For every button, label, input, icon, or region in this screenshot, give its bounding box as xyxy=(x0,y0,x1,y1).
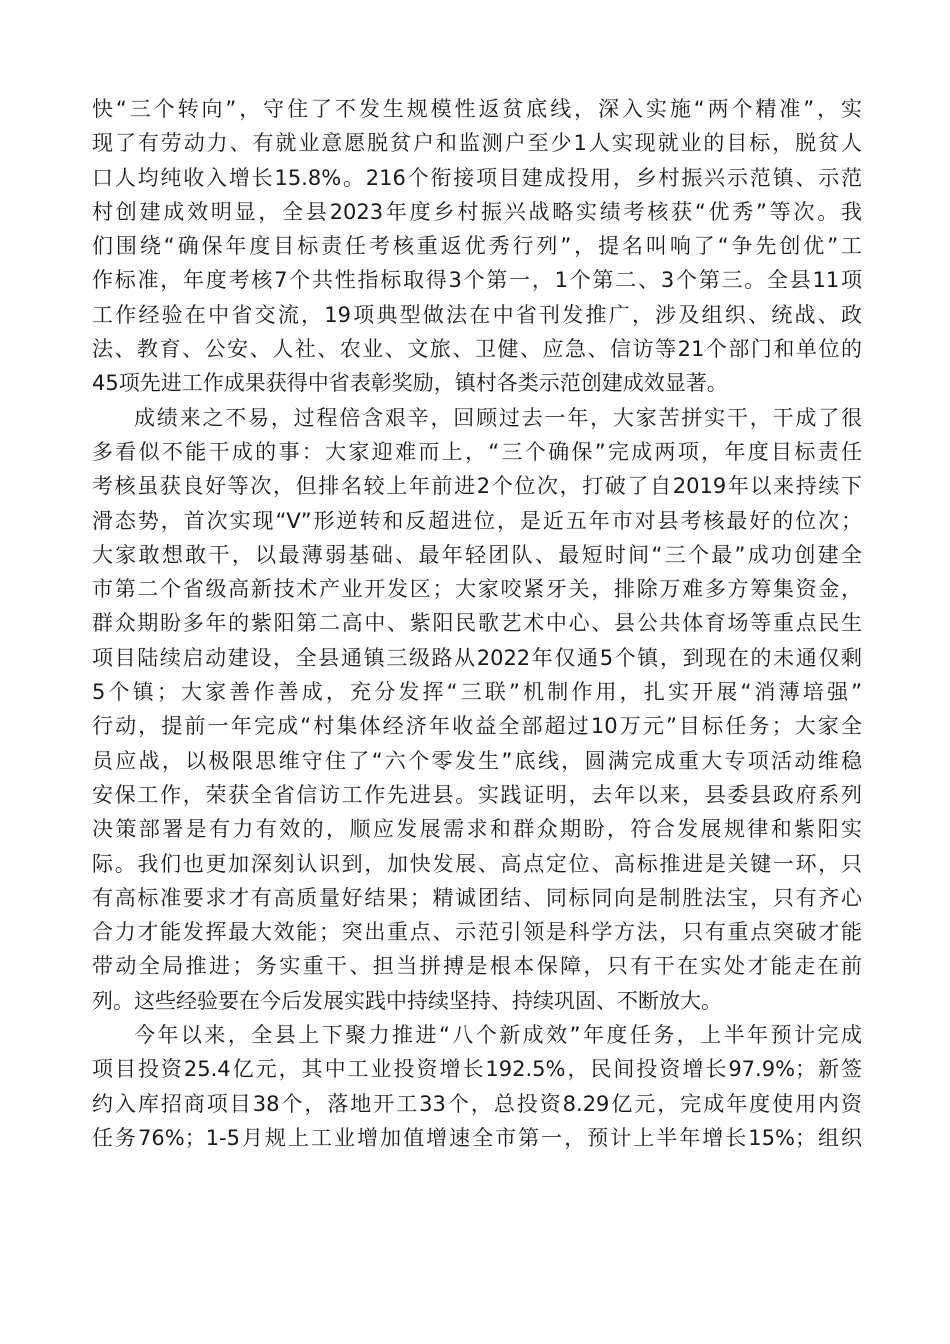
text-line: 项目投资25.4亿元，其中工业投资增长192.5%，民间投资增长97.9%；新签 xyxy=(92,1057,862,1082)
text-line: 市第二个省级高新技术产业开发区；大家咬紧牙关，排除万难多方筹集资金， xyxy=(92,577,862,602)
text-line: 行动，提前一年完成“村集体经济年收益全部超过10万元”目标任务；大家全 xyxy=(92,714,862,739)
paragraph-last-line: 45项先进工作成果获得中省表彰奖励，镇村各类示范创建成效显著。 xyxy=(92,371,728,396)
text-line: 快“三个转向”，守住了不发生规模性返贫底线，深入实施“两个精准”，实 xyxy=(92,97,862,121)
text-line: 员应战，以极限思维守住了“六个零发生”底线，圆满完成重大专项活动维稳 xyxy=(92,748,862,773)
text-line: 村创建成效明显，全县2023年度乡村振兴战略实绩考核获“优秀”等次。我 xyxy=(92,199,862,224)
text-line: 工作经验在中省交流，19项典型做法在中省刊发推广，涉及组织、统战、政 xyxy=(92,302,862,327)
text-line: 现了有劳动力、有就业意愿脱贫户和监测户至少1人实现就业的目标，脱贫人 xyxy=(92,131,862,156)
text-line: 项目陆续启动建设，全县通镇三级路从2022年仅通5个镇，到现在的未通仅剩 xyxy=(92,645,862,670)
text-line: 有高标准要求才有高质量好结果；精诚团结、同标同向是制胜法宝，只有齐心 xyxy=(92,885,862,910)
text-line: 大家敢想敢干，以最薄弱基础、最年轻团队、最短时间“三个最”成功创建全 xyxy=(92,542,862,567)
text-line: 们围绕“确保年度目标责任考核重返优秀行列”，提名叫响了“争先创优”工 xyxy=(92,234,862,259)
text-line: 际。我们也更加深刻认识到，加快发展、高点定位、高标推进是关键一环，只 xyxy=(92,851,862,876)
text-line: 群众期盼多年的紫阳第二高中、紫阳民歌艺术中心、县公共体育场等重点民生 xyxy=(92,611,862,636)
text-line: 决策部署是有力有效的，顺应发展需求和群众期盼，符合发展规律和紫阳实 xyxy=(92,817,862,842)
text-line: 多看似不能干成的事：大家迎难而上，“三个确保”完成两项，年度目标责任 xyxy=(92,439,862,464)
text-line: 合力才能发挥最大效能；突出重点、示范引领是科学方法，只有重点突破才能 xyxy=(92,920,862,945)
text-line: 带动全局推进；务实重干、担当拼搏是根本保障，只有干在实处才能走在前 xyxy=(92,954,862,979)
text-line: 口人均纯收入增长15.8%。216个衔接项目建成投用，乡村振兴示范镇、示范 xyxy=(92,165,862,190)
text-line: 安保工作，荣获全省信访工作先进县。实践证明，去年以来，县委县政府系列 xyxy=(92,782,862,807)
text-line: 约入库招商项目38个，落地开工33个，总投资8.29亿元，完成年度使用内资 xyxy=(92,1091,862,1116)
paragraph-first-line: 今年以来，全县上下聚力推进“八个新成效”年度任务，上半年预计完成 xyxy=(134,1023,862,1048)
text-line: 法、教育、公安、人社、农业、文旅、卫健、应急、信访等21个部门和单位的 xyxy=(92,337,862,362)
text-line: 作标准，年度考核7个共性指标取得3个第一，1个第二、3个第三。全县11项 xyxy=(92,268,862,293)
text-line: 任务76%；1-5月规上工业增加值增速全市第一，预计上半年增长15%；组织 xyxy=(92,1125,862,1150)
text-line: 考核虽获良好等次，但排名较上年前进2个位次，打破了自2019年以来持续下 xyxy=(92,474,862,499)
paragraph-last-line: 列。这些经验要在今后发展实践中持续坚持、持续巩固、不断放大。 xyxy=(92,988,722,1013)
document-body xyxy=(92,92,862,1155)
text-line: 5个镇；大家善作善成，充分发挥“三联”机制作用，扎实开展“消薄培强” xyxy=(92,680,862,705)
paragraph-first-line: 成绩来之不易，过程倍含艰辛，回顾过去一年，大家苦拼实干，干成了很 xyxy=(134,405,862,430)
text-line: 滑态势，首次实现“V”形逆转和反超进位，是近五年市对县考核最好的位次； xyxy=(92,508,862,533)
